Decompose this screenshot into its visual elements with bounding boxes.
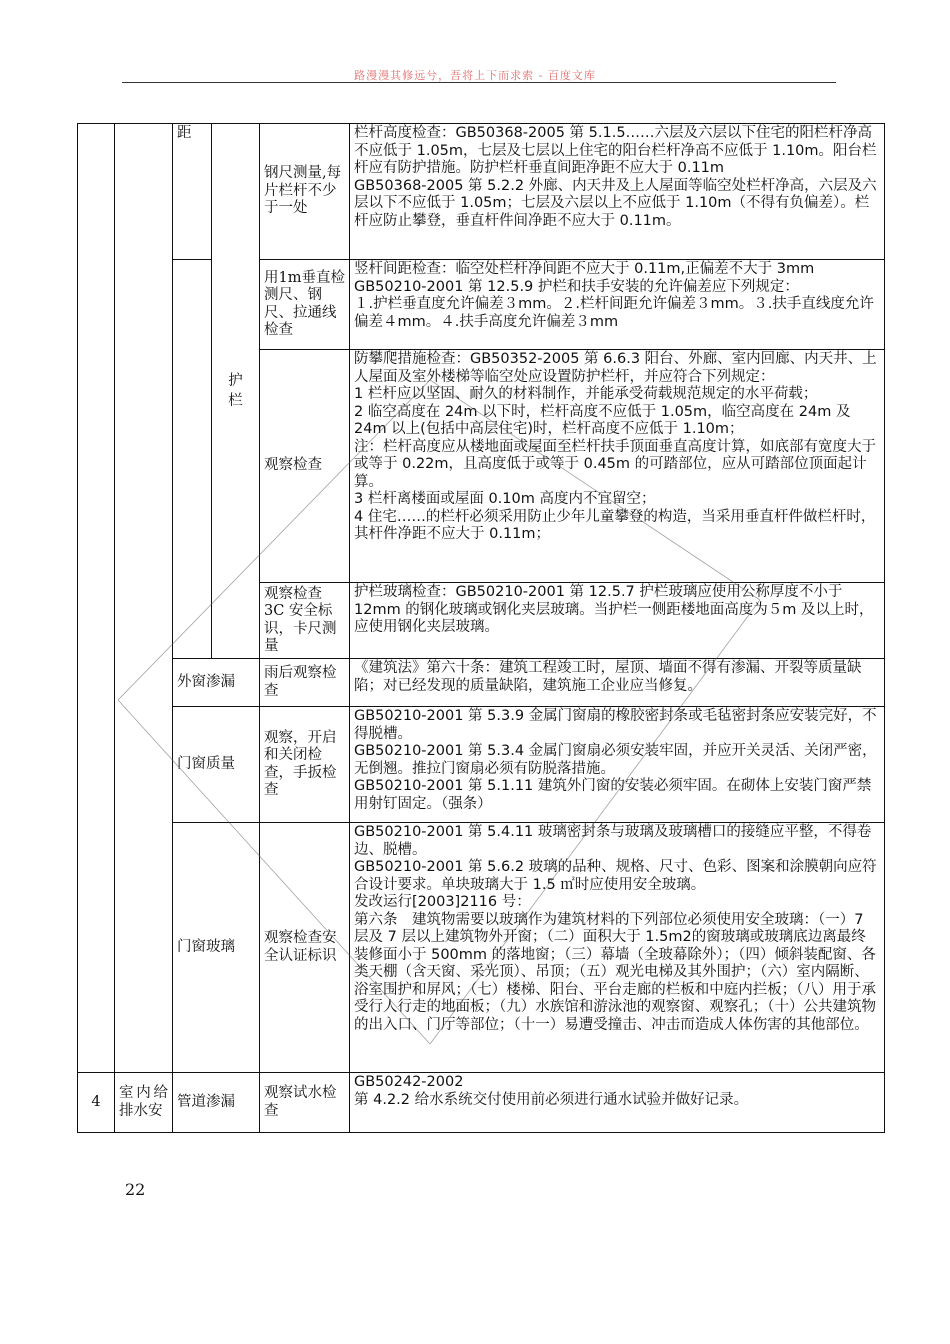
table-row xyxy=(78,659,885,707)
requirement-cell xyxy=(350,260,885,350)
inspection-table xyxy=(77,123,885,1133)
requirement-line: 3 栏杆离楼面或屋面 0.10m 高度内不宜留空； xyxy=(354,491,656,507)
method-cell: 观察，开启和关闭检查，手扳检查 xyxy=(260,707,350,823)
sub-item-cell: 距 xyxy=(173,124,212,260)
requirement-line: GB50210-2001 第 12.5.9 护栏和扶手安装的允许偏差应下列规定： xyxy=(354,278,799,295)
table-row xyxy=(78,707,885,823)
requirement-cell xyxy=(350,350,885,583)
requirement-cell xyxy=(350,124,885,260)
item-cell: 外窗渗漏 xyxy=(173,659,260,707)
requirement-cell xyxy=(350,583,885,659)
table-row xyxy=(78,1073,885,1133)
requirement-cell xyxy=(350,823,885,1073)
requirement-line: 栏杆高度检查：GB50368-2005 第 5.1.5……六层及六层以下住宅的阳栏杆净高不应低于 1.05m，七层及七层以上住宅的阳台栏杆净高不应低于 1.10m。阳台栏杆应有防护措施。防护栏杆垂直间距净距不应大于 0.11m xyxy=(354,125,877,176)
watermark: 路漫漫其修远兮，吾将上下而求索 - 百度文库 xyxy=(354,69,596,82)
header-rule xyxy=(122,82,836,83)
requirement-line: 防攀爬措施检查：GB50352-2005 第 6.6.3 阳台、外廊、室内回廊、内天井、上人屋面及室外楼梯等临空处应设置防护栏杆，并应符合下列规定： xyxy=(354,351,877,385)
requirement-line: 4 住宅……的栏杆必须采用防止少年儿童攀登的构造，当采用垂直杆件做栏杆时，其杆件净距不应大于 0.11m； xyxy=(354,508,876,542)
method-cell: 观察试水检查 xyxy=(260,1073,350,1133)
method-cell: 雨后观察检查 xyxy=(260,659,350,707)
requirement-line: １.护栏垂直度允许偏差３mm。２.栏杆间距允许偏差３mm。３.扶手直线度允许偏差４mm。４.扶手高度允许偏差３mm xyxy=(354,296,874,330)
requirement-line: 发改运行[2003]2116 号： xyxy=(354,894,531,910)
category-cell: 室内给排水安 xyxy=(115,1073,173,1133)
method-cell: 观察检查 3C 安全标识，卡尺测量 xyxy=(260,583,350,659)
requirement-line: 护栏玻璃检查：GB50210-2001 第 12.5.7 护栏玻璃应使用公称厚度不小于 12mm 的钢化玻璃或钢化夹层玻璃。当护栏一侧距楼地面高度为５m 及以上时，应使用钢化夹层玻璃。 xyxy=(354,584,874,635)
table-row xyxy=(78,124,885,260)
num-cell-empty xyxy=(78,124,115,1073)
item-cell: 门窗质量 xyxy=(173,707,260,823)
requirement-line: 第 4.2.2 给水系统交付使用前必须进行通水试验并做好记录。 xyxy=(354,1091,749,1108)
page-number: 22 xyxy=(125,1180,146,1199)
method-cell: 用1m垂直检测尺、钢尺、拉通线检查 xyxy=(260,260,350,350)
sub-item-cell-empty xyxy=(173,260,212,659)
requirement-line: GB50242-2002 xyxy=(354,1074,464,1090)
method-cell: 观察检查 xyxy=(260,350,350,583)
requirement-cell xyxy=(350,659,885,707)
category-cell-empty xyxy=(115,124,173,1073)
method-cell: 观察检查安全认证标识 xyxy=(260,823,350,1073)
requirement-line: GB50210-2001 第 5.4.11 玻璃密封条与玻璃及玻璃槽口的接缝应平整，不得卷边、脱槽。 xyxy=(354,824,872,858)
table-row xyxy=(78,823,885,1073)
item-number: 4 xyxy=(78,1073,115,1133)
requirement-line: GB50210-2001 第 5.6.2 玻璃的品种、规格、尺寸、色彩、图案和涂膜朝向应符合设计要求。单块玻璃大于 1.5 ㎡时应使用安全玻璃。 xyxy=(354,859,877,893)
requirement-cell xyxy=(350,707,885,823)
guard-label: 护栏 xyxy=(228,373,243,409)
requirement-line: 《建筑法》第六十条：建筑工程竣工时，屋顶、墙面不得有渗漏、开裂等质量缺陷；对已经发现的质量缺陷，建筑施工企业应当修复。 xyxy=(354,660,862,694)
requirement-line: GB50210-2001 第 5.1.11 建筑外门窗的安装必须牢固。在砌体上安装门窗严禁用射钉固定。（强条） xyxy=(354,778,872,812)
method-cell: 钢尺测量,每片栏杆不少于一处 xyxy=(260,124,350,260)
guard-cell xyxy=(212,124,260,659)
requirement-line: 注：栏杆高度应从楼地面或屋面至栏杆扶手顶面垂直高度计算，如底部有宽度大于或等于 0.22m，且高度低于或等于 0.45m 的可踏部位，应从可踏部位顶面起计算。 xyxy=(354,438,876,490)
requirement-line: 1 栏杆应以坚固、耐久的材料制作，并能承受荷载规范规定的水平荷载； xyxy=(354,386,818,402)
requirement-line: 2 临空高度在 24m 以下时，栏杆高度不应低于 1.05m，临空高度在 24m 及 24m 以上(包括中高层住宅)时，栏杆高度不应低于 1.10m； xyxy=(354,403,851,437)
item-cell: 管道渗漏 xyxy=(173,1073,260,1133)
requirement-line: 竖杆间距检查：临空处栏杆净间距不应大于 0.11m,正偏差不大于 3mm xyxy=(354,261,815,277)
requirement-cell xyxy=(350,1073,885,1133)
item-cell: 门窗玻璃 xyxy=(173,823,260,1073)
requirement-line: 第六条 建筑物需要以玻璃作为建筑材料的下列部位必须使用安全玻璃：（一）7 层及 7 层以上建筑物外开窗；（二）面积大于 1.5m2的窗玻璃或玻璃底边离最终装修面小于 500mm 的落地窗；（三）幕墙（全玻幕除外）；（四）倾斜装配窗、各类天棚（含天窗、采光顶）、吊顶；（五）观光电梯及其外围护；（六）室内隔断、浴室围护和屏风；（七）楼梯、阳台、平台走廊的栏板和中庭内拦板；（八）用于承受行人行走的地面板；（九）水族馆和游泳池的观察窗、观察孔；（十）公共建筑物的出入口、门厅等部位；（十一）易遭受撞击、冲击而造成人体伤害的其他部位。 xyxy=(354,911,876,1033)
requirement-line: GB50210-2001 第 5.3.4 金属门窗扇必须安装牢固，并应开关灵活、关闭严密，无倒翘。推拉门窗扇必须有防脱落措施。 xyxy=(354,743,877,777)
requirement-line: GB50210-2001 第 5.3.9 金属门窗扇的橡胶密封条或毛毡密封条应安装完好，不得脱槽。 xyxy=(354,708,877,742)
table-row xyxy=(78,260,885,350)
requirement-line: GB50368-2005 第 5.2.2 外廊、内天井及上人屋面等临空处栏杆净高，六层及六层以下不应低于 1.05m；七层及六层以上不应低于 1.10m（不得有负偏差）。栏杆应防止攀登，垂直杆件间净距不应大于 0.11m。 xyxy=(354,177,877,229)
